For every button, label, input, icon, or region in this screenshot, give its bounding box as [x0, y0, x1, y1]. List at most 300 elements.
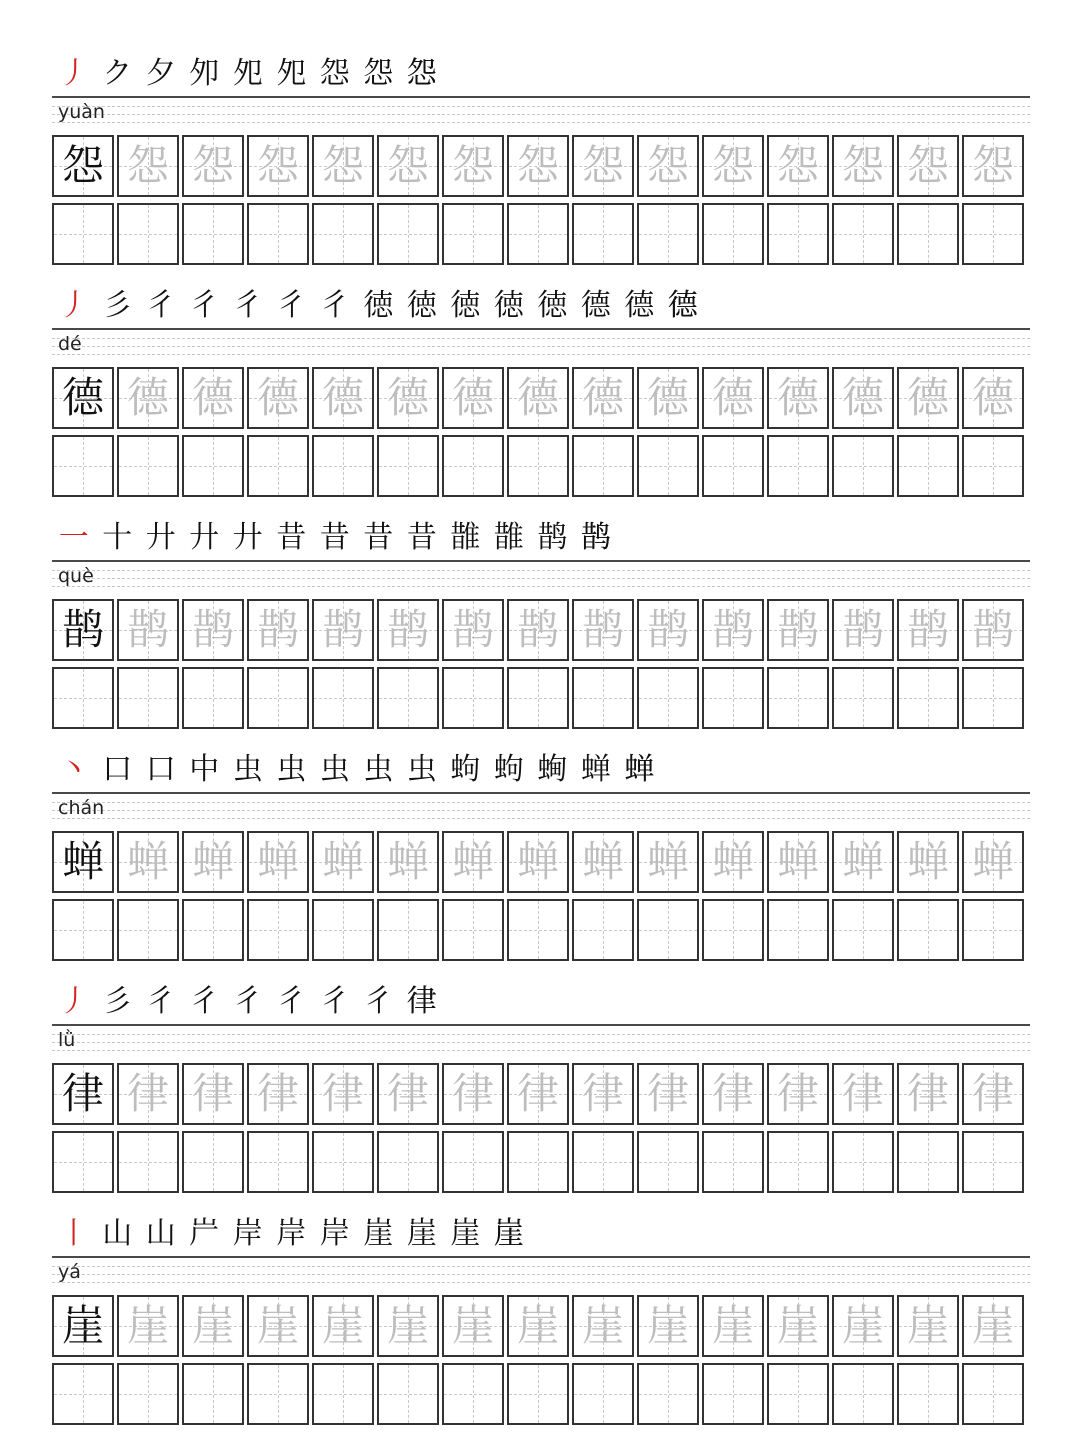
blank-writing-box[interactable]	[442, 667, 504, 729]
character-section	[52, 978, 1030, 1210]
trace-character: 蝉	[191, 837, 234, 886]
trace-box[interactable]	[247, 1295, 309, 1357]
trace-box[interactable]	[637, 1295, 699, 1357]
blank-writing-box[interactable]	[832, 203, 894, 265]
trace-character: 鹊	[256, 605, 299, 654]
trace-character: 怨	[256, 141, 299, 190]
trace-character: 鹊	[776, 605, 819, 654]
blank-writing-box[interactable]	[832, 1363, 894, 1425]
trace-box[interactable]	[377, 1295, 439, 1357]
trace-character: 鹊	[516, 605, 559, 654]
blank-writing-box[interactable]	[377, 1363, 439, 1425]
trace-character: 崖	[776, 1301, 819, 1350]
blank-writing-box[interactable]	[962, 1131, 1024, 1193]
trace-character: 蝉	[841, 837, 884, 886]
pinyin-guide-line	[52, 586, 1030, 587]
trace-character: 怨	[191, 141, 234, 190]
trace-character: 德	[906, 373, 949, 422]
blank-writing-box[interactable]	[247, 667, 309, 729]
blank-writing-box[interactable]	[247, 899, 309, 961]
trace-character: 鹊	[126, 605, 169, 654]
blank-writing-box[interactable]	[637, 667, 699, 729]
blank-writing-box[interactable]	[377, 899, 439, 961]
trace-box[interactable]	[572, 135, 634, 197]
trace-character: 鹊	[906, 605, 949, 654]
stroke-step: 夗	[232, 56, 263, 91]
stroke-order-sequence	[52, 514, 618, 558]
blank-writing-box[interactable]	[182, 1363, 244, 1425]
blank-writing-box[interactable]	[377, 203, 439, 265]
trace-box[interactable]	[572, 1295, 634, 1357]
stroke-step: 彳	[363, 984, 394, 1019]
trace-box[interactable]	[507, 367, 569, 429]
blank-writing-box[interactable]	[442, 435, 504, 497]
blank-writing-box[interactable]	[117, 1131, 179, 1193]
stroke-step: 䧿	[493, 520, 524, 555]
blank-writing-box[interactable]	[182, 1131, 244, 1193]
trace-character: 鹊	[841, 605, 884, 654]
trace-box[interactable]	[182, 135, 244, 197]
blank-writing-box[interactable]	[117, 667, 179, 729]
pinyin-guide-line	[52, 114, 1030, 115]
blank-writing-box[interactable]	[637, 435, 699, 497]
blank-writing-box[interactable]	[312, 899, 374, 961]
blank-writing-box[interactable]	[52, 1363, 114, 1425]
trace-box[interactable]	[897, 135, 959, 197]
blank-writing-box[interactable]	[832, 899, 894, 961]
trace-box[interactable]	[832, 367, 894, 429]
stroke-step: 屵	[189, 1216, 220, 1251]
trace-box[interactable]	[962, 1295, 1024, 1357]
trace-box[interactable]	[767, 831, 829, 893]
blank-writing-box[interactable]	[442, 899, 504, 961]
blank-writing-box[interactable]	[377, 667, 439, 729]
blank-writing-box[interactable]	[507, 899, 569, 961]
trace-character: 崖	[321, 1301, 364, 1350]
blank-writing-box[interactable]	[312, 1363, 374, 1425]
stroke-order-sequence	[52, 746, 661, 790]
trace-box[interactable]	[767, 1295, 829, 1357]
trace-box[interactable]	[832, 599, 894, 661]
blank-writing-box[interactable]	[52, 667, 114, 729]
pinyin-label: chán	[58, 797, 105, 819]
blank-writing-box[interactable]	[962, 435, 1024, 497]
stroke-step: 徳	[537, 288, 568, 323]
blank-writing-box[interactable]	[767, 1363, 829, 1425]
blank-writing-box[interactable]	[572, 203, 634, 265]
trace-character: 怨	[906, 141, 949, 190]
blank-writing-box[interactable]	[832, 667, 894, 729]
trace-character: 怨	[711, 141, 754, 190]
trace-box[interactable]	[962, 367, 1024, 429]
stroke-step: 彳	[232, 288, 263, 323]
blank-writing-box[interactable]	[832, 435, 894, 497]
section-divider	[52, 560, 1030, 562]
stroke-step: 廾	[189, 520, 220, 555]
stroke-step: 德	[624, 288, 655, 323]
blank-writing-box[interactable]	[247, 1131, 309, 1193]
trace-box[interactable]	[637, 135, 699, 197]
stroke-order-sequence	[52, 978, 444, 1022]
character-section	[52, 514, 1030, 746]
blank-writing-box[interactable]	[117, 435, 179, 497]
trace-character: 德	[191, 373, 234, 422]
stroke-step: 彳	[145, 288, 176, 323]
trace-box[interactable]	[442, 831, 504, 893]
blank-writing-box[interactable]	[572, 899, 634, 961]
blank-writing-box[interactable]	[962, 1363, 1024, 1425]
trace-box[interactable]	[182, 1295, 244, 1357]
model-character: 怨	[61, 141, 104, 190]
pinyin-guide-line	[52, 818, 1030, 819]
trace-box[interactable]	[442, 599, 504, 661]
blank-writing-box[interactable]	[637, 1131, 699, 1193]
trace-character: 崖	[386, 1301, 429, 1350]
stroke-step: 崖	[406, 1216, 437, 1251]
trace-box[interactable]	[377, 831, 439, 893]
blank-writing-box[interactable]	[442, 203, 504, 265]
stroke-step: 彡	[102, 288, 133, 323]
trace-character: 蝉	[321, 837, 364, 886]
trace-character: 鹊	[971, 605, 1014, 654]
character-section	[52, 50, 1030, 282]
blank-writing-box[interactable]	[767, 435, 829, 497]
blank-writing-box[interactable]	[702, 899, 764, 961]
blank-writing-box[interactable]	[507, 1131, 569, 1193]
pinyin-guide-line	[52, 106, 1030, 107]
trace-box[interactable]	[312, 599, 374, 661]
trace-box[interactable]	[312, 367, 374, 429]
trace-character: 怨	[126, 141, 169, 190]
trace-character: 怨	[971, 141, 1014, 190]
stroke-step: 蝉	[580, 752, 611, 787]
trace-box[interactable]	[182, 599, 244, 661]
trace-character: 律	[841, 1069, 884, 1118]
stroke-step: 昔	[319, 520, 350, 555]
blank-writing-box[interactable]	[507, 435, 569, 497]
trace-character: 崖	[516, 1301, 559, 1350]
model-character-box	[52, 831, 114, 893]
stroke-step: 十	[102, 520, 133, 555]
blank-practice-row	[52, 1363, 1032, 1427]
trace-box[interactable]	[247, 367, 309, 429]
trace-box[interactable]	[117, 599, 179, 661]
trace-box[interactable]	[897, 367, 959, 429]
character-section	[52, 746, 1030, 978]
blank-writing-box[interactable]	[52, 899, 114, 961]
blank-writing-box[interactable]	[702, 203, 764, 265]
trace-box[interactable]	[702, 831, 764, 893]
blank-writing-box[interactable]	[52, 1131, 114, 1193]
trace-box[interactable]	[832, 1295, 894, 1357]
blank-writing-box[interactable]	[767, 203, 829, 265]
pinyin-guide-line	[52, 810, 1030, 811]
trace-character: 鹊	[451, 605, 494, 654]
trace-row	[52, 1063, 1032, 1127]
trace-box[interactable]	[507, 831, 569, 893]
blank-writing-box[interactable]	[767, 667, 829, 729]
blank-writing-box[interactable]	[507, 1363, 569, 1425]
trace-box[interactable]	[832, 135, 894, 197]
blank-writing-box[interactable]	[832, 1131, 894, 1193]
stroke-step: 怨	[319, 56, 350, 91]
trace-character: 蝉	[971, 837, 1014, 886]
blank-writing-box[interactable]	[897, 667, 959, 729]
trace-box[interactable]	[247, 135, 309, 197]
blank-writing-box[interactable]	[312, 435, 374, 497]
trace-box[interactable]	[702, 1295, 764, 1357]
trace-box[interactable]	[637, 367, 699, 429]
blank-writing-box[interactable]	[702, 435, 764, 497]
trace-box[interactable]	[117, 135, 179, 197]
blank-writing-box[interactable]	[377, 435, 439, 497]
blank-writing-box[interactable]	[572, 435, 634, 497]
blank-writing-box[interactable]	[312, 203, 374, 265]
trace-box[interactable]	[377, 135, 439, 197]
blank-writing-box[interactable]	[507, 667, 569, 729]
blank-writing-box[interactable]	[117, 1363, 179, 1425]
trace-box[interactable]	[637, 1063, 699, 1125]
trace-character: 德	[646, 373, 689, 422]
trace-box[interactable]	[182, 1063, 244, 1125]
stroke-step: 彳	[189, 288, 220, 323]
blank-writing-box[interactable]	[897, 1363, 959, 1425]
trace-character: 德	[126, 373, 169, 422]
stroke-step: 廾	[232, 520, 263, 555]
trace-box[interactable]	[637, 831, 699, 893]
trace-box[interactable]	[767, 135, 829, 197]
stroke-step: 蚼	[450, 752, 481, 787]
trace-box[interactable]	[832, 1063, 894, 1125]
trace-character: 蝉	[711, 837, 754, 886]
trace-box[interactable]	[897, 831, 959, 893]
trace-box[interactable]	[897, 1295, 959, 1357]
trace-box[interactable]	[312, 135, 374, 197]
stroke-step: 夘	[189, 56, 220, 91]
blank-writing-box[interactable]	[897, 435, 959, 497]
trace-box[interactable]	[702, 599, 764, 661]
blank-writing-box[interactable]	[637, 1363, 699, 1425]
trace-character: 蝉	[451, 837, 494, 886]
blank-writing-box[interactable]	[702, 667, 764, 729]
stroke-step: 崖	[450, 1216, 481, 1251]
trace-box[interactable]	[637, 599, 699, 661]
blank-writing-box[interactable]	[637, 203, 699, 265]
model-character-box	[52, 599, 114, 661]
section-divider	[52, 1024, 1030, 1026]
pinyin-guide-line	[52, 1034, 1030, 1035]
trace-box[interactable]	[897, 1063, 959, 1125]
stroke-step: 徳	[406, 288, 437, 323]
blank-writing-box[interactable]	[247, 435, 309, 497]
trace-box[interactable]	[507, 1063, 569, 1125]
model-character-box	[52, 1063, 114, 1125]
trace-box[interactable]	[312, 831, 374, 893]
stroke-step: 崖	[363, 1216, 394, 1251]
trace-box[interactable]	[507, 1295, 569, 1357]
pinyin-label: yá	[58, 1261, 81, 1283]
trace-character: 律	[191, 1069, 234, 1118]
blank-writing-box[interactable]	[897, 203, 959, 265]
stroke-step: 彳	[276, 288, 307, 323]
trace-character: 鹊	[386, 605, 429, 654]
stroke-step: 崖	[493, 1216, 524, 1251]
blank-writing-box[interactable]	[182, 899, 244, 961]
trace-box[interactable]	[312, 1295, 374, 1357]
trace-character: 律	[321, 1069, 364, 1118]
blank-practice-row	[52, 1131, 1032, 1195]
stroke-step: 昔	[406, 520, 437, 555]
stroke-step: 山	[145, 1216, 176, 1251]
blank-writing-box[interactable]	[962, 667, 1024, 729]
trace-character: 崖	[256, 1301, 299, 1350]
stroke-step: 德	[580, 288, 611, 323]
blank-writing-box[interactable]	[767, 899, 829, 961]
stroke-step: 律	[406, 984, 437, 1019]
blank-writing-box[interactable]	[442, 1363, 504, 1425]
trace-character: 蝉	[256, 837, 299, 886]
trace-row	[52, 831, 1032, 895]
trace-character: 律	[516, 1069, 559, 1118]
trace-character: 蝉	[906, 837, 949, 886]
trace-box[interactable]	[247, 599, 309, 661]
trace-character: 蝉	[776, 837, 819, 886]
blank-writing-box[interactable]	[182, 203, 244, 265]
trace-character: 崖	[971, 1301, 1014, 1350]
trace-character: 蝉	[386, 837, 429, 886]
blank-writing-box[interactable]	[897, 899, 959, 961]
blank-writing-box[interactable]	[572, 1131, 634, 1193]
pinyin-guide-line	[52, 1042, 1030, 1043]
blank-writing-box[interactable]	[442, 1131, 504, 1193]
stroke-step: 中	[189, 752, 220, 787]
blank-writing-box[interactable]	[507, 203, 569, 265]
trace-box[interactable]	[962, 135, 1024, 197]
stroke-step: 彳	[276, 984, 307, 1019]
trace-box[interactable]	[377, 1063, 439, 1125]
stroke-step: 怨	[363, 56, 394, 91]
trace-box[interactable]	[507, 135, 569, 197]
blank-writing-box[interactable]	[572, 1363, 634, 1425]
trace-character: 蝉	[581, 837, 624, 886]
trace-box[interactable]	[117, 831, 179, 893]
blank-writing-box[interactable]	[247, 1363, 309, 1425]
trace-box[interactable]	[442, 367, 504, 429]
stroke-step: 怨	[406, 56, 437, 91]
trace-box[interactable]	[247, 1063, 309, 1125]
trace-box[interactable]	[832, 831, 894, 893]
stroke-step: 鹊	[580, 520, 611, 555]
blank-writing-box[interactable]	[702, 1363, 764, 1425]
blank-writing-box[interactable]	[117, 203, 179, 265]
trace-box[interactable]	[572, 1063, 634, 1125]
trace-box[interactable]	[182, 831, 244, 893]
trace-box[interactable]	[962, 831, 1024, 893]
trace-box[interactable]	[767, 599, 829, 661]
trace-character: 怨	[321, 141, 364, 190]
trace-box[interactable]	[572, 367, 634, 429]
trace-box[interactable]	[377, 367, 439, 429]
stroke-step: 丨	[58, 1216, 89, 1251]
model-character: 崖	[61, 1301, 104, 1350]
blank-writing-box[interactable]	[52, 203, 114, 265]
stroke-step: 徳	[363, 288, 394, 323]
trace-box[interactable]	[442, 1295, 504, 1357]
trace-box[interactable]	[702, 1063, 764, 1125]
trace-box[interactable]	[442, 1063, 504, 1125]
blank-writing-box[interactable]	[312, 1131, 374, 1193]
trace-box[interactable]	[247, 831, 309, 893]
blank-writing-box[interactable]	[702, 1131, 764, 1193]
stroke-step: 岸	[232, 1216, 263, 1251]
trace-box[interactable]	[507, 599, 569, 661]
blank-writing-box[interactable]	[312, 667, 374, 729]
pinyin-guide-line	[52, 570, 1030, 571]
blank-writing-box[interactable]	[52, 435, 114, 497]
pinyin-guide-line	[52, 338, 1030, 339]
trace-box[interactable]	[117, 1063, 179, 1125]
stroke-order-sequence	[52, 50, 444, 94]
trace-character: 律	[971, 1069, 1014, 1118]
trace-character: 鹊	[581, 605, 624, 654]
blank-writing-box[interactable]	[182, 667, 244, 729]
trace-character: 蝉	[516, 837, 559, 886]
blank-writing-box[interactable]	[247, 203, 309, 265]
trace-box[interactable]	[767, 1063, 829, 1125]
stroke-step: 口	[145, 752, 176, 787]
blank-writing-box[interactable]	[767, 1131, 829, 1193]
trace-box[interactable]	[767, 367, 829, 429]
trace-box[interactable]	[702, 135, 764, 197]
pinyin-guide-line	[52, 578, 1030, 579]
trace-character: 德	[516, 373, 559, 422]
trace-character: 德	[776, 373, 819, 422]
trace-box[interactable]	[117, 367, 179, 429]
trace-box[interactable]	[962, 1063, 1024, 1125]
stroke-step: 丿	[58, 56, 89, 91]
pinyin-guide-line	[52, 1266, 1030, 1267]
model-character-box	[52, 1295, 114, 1357]
model-character: 德	[61, 373, 104, 422]
pinyin-guide-line	[52, 1274, 1030, 1275]
trace-character: 律	[711, 1069, 754, 1118]
blank-writing-box[interactable]	[962, 899, 1024, 961]
trace-box[interactable]	[962, 599, 1024, 661]
trace-box[interactable]	[572, 599, 634, 661]
stroke-step: 岸	[319, 1216, 350, 1251]
trace-box[interactable]	[182, 367, 244, 429]
trace-box[interactable]	[377, 599, 439, 661]
blank-writing-box[interactable]	[897, 1131, 959, 1193]
blank-writing-box[interactable]	[377, 1131, 439, 1193]
blank-writing-box[interactable]	[572, 667, 634, 729]
trace-box[interactable]	[897, 599, 959, 661]
stroke-step: 蚼	[493, 752, 524, 787]
blank-writing-box[interactable]	[182, 435, 244, 497]
trace-box[interactable]	[702, 367, 764, 429]
trace-box[interactable]	[572, 831, 634, 893]
stroke-step: 彳	[319, 984, 350, 1019]
model-character-box	[52, 135, 114, 197]
trace-box[interactable]	[117, 1295, 179, 1357]
blank-writing-box[interactable]	[962, 203, 1024, 265]
trace-box[interactable]	[312, 1063, 374, 1125]
trace-box[interactable]	[442, 135, 504, 197]
trace-character: 怨	[646, 141, 689, 190]
blank-writing-box[interactable]	[117, 899, 179, 961]
stroke-step: 丿	[58, 288, 89, 323]
blank-writing-box[interactable]	[637, 899, 699, 961]
